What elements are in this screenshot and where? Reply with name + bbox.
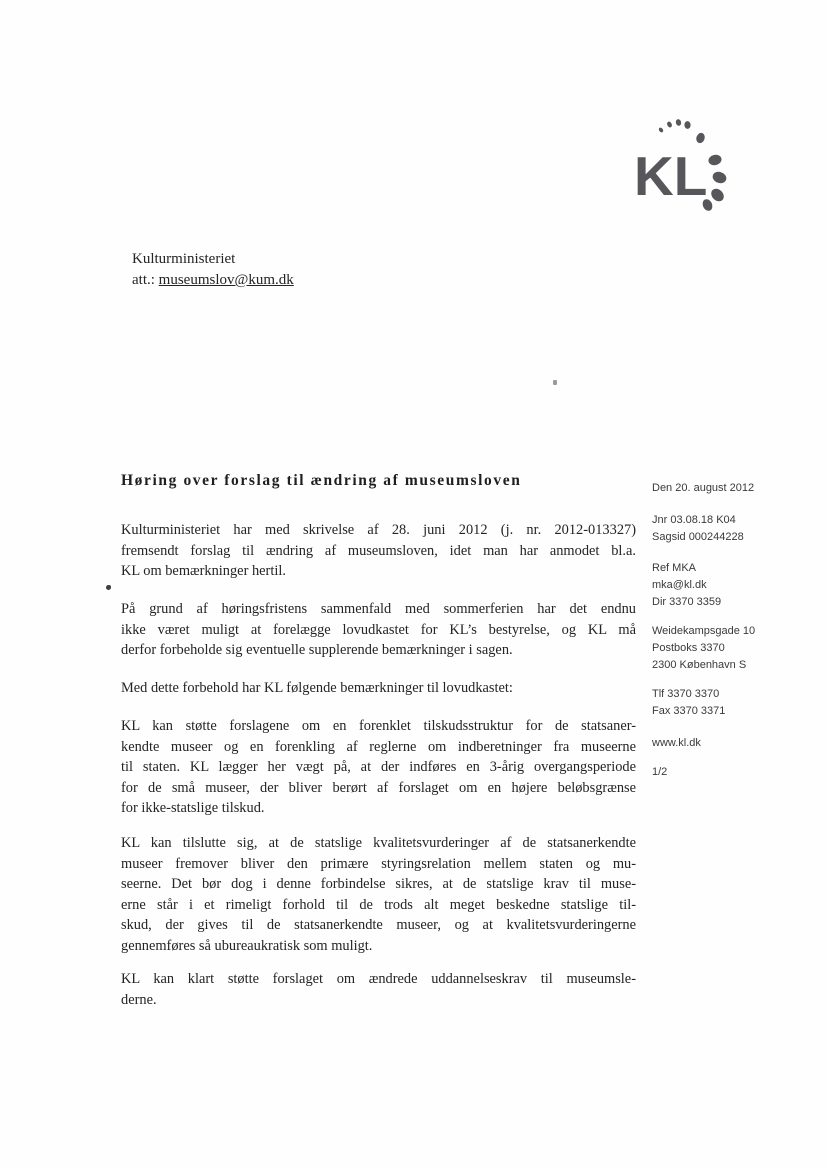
reference-initials: Ref MKA — [652, 562, 697, 574]
body-paragraph-2 — [121, 599, 636, 661]
phone-number: Tlf 3370 3370 — [652, 688, 720, 700]
paragraph-line: fremsendt forslag til ændring af museumsloven, idet man har anmodet bl.a. — [121, 542, 636, 559]
paragraph-line: KL kan tilslutte sig, at de statslige kvalitetsvurderinger af de statsanerkendte — [121, 835, 636, 851]
logo-dot — [684, 121, 691, 129]
recipient-block — [132, 249, 294, 291]
paragraph-line: KL kan klart støtte forslaget om ændrede uddannelseskrav til museumsle- — [121, 971, 636, 987]
paragraph-line: derfor forbeholde sig eventuelle supplerende bemærkninger i sagen. — [121, 642, 513, 658]
logo-dot — [695, 132, 706, 145]
kl-logo-text: KL — [634, 145, 708, 207]
body-paragraph-6 — [121, 969, 636, 1010]
paragraph-line: ikke været muligt at forelægge lovudkastet for KL’s bestyrelse, og KL må — [121, 621, 636, 638]
case-id: Sagsid 000244228 — [652, 531, 744, 543]
kl-logo — [634, 116, 746, 218]
recipient-name: Kulturministeriet — [132, 251, 236, 267]
letterhead-sidebar — [652, 480, 822, 781]
paragraph-line: KL om bemærkninger hertil. — [121, 563, 286, 579]
paragraph-line: KL kan støtte forslagene om en forenklet tilskudsstruktur for de statsaner- — [121, 718, 636, 734]
body-paragraph-4 — [121, 716, 636, 819]
paragraph-line: for ikke-statslige tilskud. — [121, 800, 265, 816]
logo-dot — [709, 186, 727, 204]
recipient-att-line — [132, 270, 294, 291]
address-city: 2300 København S — [652, 659, 747, 671]
paragraph-line: Kulturministeriet har med skrivelse af 28. juni 2012 (j. nr. 2012-013327) — [121, 522, 636, 538]
paragraph-line: seerne. Det bør dog i denne forbindelse sikres, at de statslige krav til muse- — [121, 876, 636, 892]
att-label: att.: — [132, 272, 159, 288]
page-number: 1/2 — [652, 766, 668, 778]
logo-dot — [658, 127, 664, 133]
paragraph-line: På grund af høringsfristens sammenfald med sommerferien har det endnu — [121, 601, 636, 617]
letter-heading: Høring over forslag til ændring af museumsloven — [121, 472, 522, 489]
logo-dot — [711, 170, 728, 185]
fax-number: Fax 3370 3371 — [652, 705, 726, 717]
paragraph-line: til staten. KL lægger her vægt på, at der indføres en 3-årig overgangsperiode — [121, 759, 636, 775]
address-pobox: Postboks 3370 — [652, 642, 725, 654]
letter-date: Den 20. august 2012 — [652, 482, 755, 494]
paragraph-line: museer fremover bliver den primære styringsrelation mellem staten og mu- — [121, 855, 636, 872]
journal-number: Jnr 03.08.18 K04 — [652, 514, 736, 526]
paragraph-line: for de små museer, der bliver berørt af forslaget om en højere beløbsgrænse — [121, 779, 636, 796]
scan-artifact-speck — [553, 380, 557, 385]
body-paragraph-5 — [121, 833, 636, 956]
address-street: Weidekampsgade 10 — [652, 625, 756, 637]
body-paragraph-1 — [121, 520, 636, 582]
body-paragraph-3 — [121, 678, 636, 699]
contact-email: mka@kl.dk — [652, 579, 707, 591]
scan-artifact-dot — [106, 585, 111, 590]
paragraph-line: kendte museer og en forenkling af reglerne om indberetninger fra museerne — [121, 738, 636, 755]
paragraph-line: skud, der gives til de statsanerkendte museer, og at kvalitetsvurderingerne — [121, 917, 636, 933]
recipient-email-link[interactable]: museumslov@kum.dk — [158, 272, 294, 288]
paragraph-line: Med dette forbehold har KL følgende bemærkninger til lovudkastet: — [121, 680, 513, 696]
direct-phone: Dir 3370 3359 — [652, 596, 722, 608]
kl-logo-graphic — [634, 116, 746, 218]
logo-dot — [666, 121, 673, 129]
logo-dot — [675, 119, 682, 127]
website: www.kl.dk — [652, 737, 701, 749]
paragraph-line: erne står i et rimeligt forhold til de trods alt meget beskedne statslige til- — [121, 896, 636, 913]
paragraph-line: gennemføres så ubureaukratisk som muligt. — [121, 937, 373, 954]
paragraph-line: derne. — [121, 991, 157, 1008]
logo-dot — [707, 154, 722, 167]
